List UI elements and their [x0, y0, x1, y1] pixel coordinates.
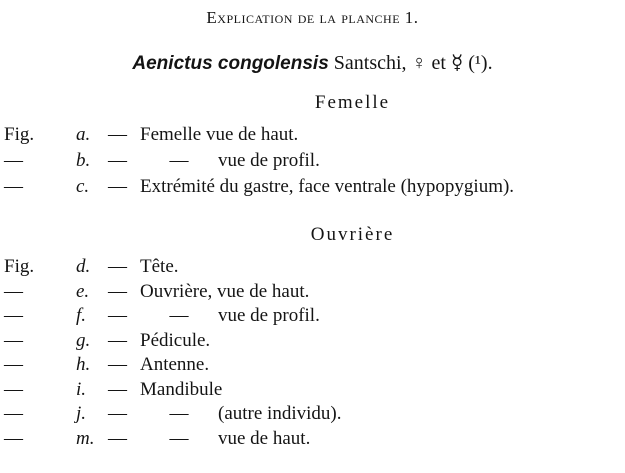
figure-dash: — — [108, 403, 127, 424]
figure-description: Mandibule — [140, 378, 223, 400]
figure-letter: h. — [76, 354, 91, 375]
figure-prefix: — — [4, 176, 23, 197]
figure-entry — [0, 124, 625, 150]
figure-prefix: — — [4, 378, 23, 400]
worker-symbol: ☿ — [450, 52, 464, 74]
figure-letter: a. — [76, 124, 91, 145]
figure-description-line — [140, 403, 341, 425]
species-line — [0, 50, 625, 75]
figure-letter: f. — [76, 305, 87, 326]
ditto-mark: — — [169, 403, 189, 424]
section-heading-femelle: Femelle — [314, 92, 391, 113]
figure-letter: b. — [76, 150, 91, 171]
figure-letter: m. — [76, 427, 95, 449]
figure-description-line — [140, 330, 210, 352]
figure-dash: — — [108, 280, 127, 302]
figure-description: Ouvrière, vue de haut. — [140, 280, 310, 302]
figure-entry — [0, 354, 625, 379]
figure-entry — [0, 428, 625, 453]
section-heading-ouvriere: Ouvrière — [310, 224, 395, 245]
figure-prefix: — — [4, 280, 23, 302]
figure-entry — [0, 150, 625, 176]
figure-dash: — — [108, 124, 127, 145]
figure-prefix: — — [4, 403, 23, 424]
species-conjunction: et — [431, 52, 446, 74]
figure-description: Femelle vue de haut. — [140, 124, 299, 145]
female-symbol: ♀ — [411, 52, 427, 74]
figure-prefix: Fig. — [4, 124, 35, 145]
figure-description-line — [140, 379, 222, 401]
ditto-mark: — — [169, 427, 189, 449]
plate-title: Explication de la planche 1. — [206, 8, 419, 27]
figure-prefix: — — [4, 150, 23, 171]
figure-dash: — — [108, 305, 127, 326]
figure-description: Tête. — [140, 256, 179, 277]
figure-dash: — — [108, 150, 127, 171]
figure-prefix: — — [4, 427, 23, 449]
figure-entry — [0, 403, 625, 428]
figure-dash: — — [108, 176, 127, 197]
figure-description: vue de profil. — [218, 305, 320, 326]
figure-description-line — [140, 354, 209, 376]
figure-dash: — — [108, 427, 127, 449]
figure-description-line — [140, 428, 310, 450]
figure-dash: — — [108, 256, 127, 277]
figure-letter: j. — [76, 403, 87, 424]
figure-letter: d. — [76, 256, 91, 277]
figure-dash: — — [108, 378, 127, 400]
figure-dash: — — [108, 329, 127, 351]
figure-dash: — — [108, 354, 127, 375]
figure-description: (autre individu). — [218, 403, 342, 424]
figure-prefix: — — [4, 354, 23, 375]
figure-description-line — [140, 281, 309, 303]
figure-description-line — [140, 256, 179, 278]
figure-prefix: — — [4, 305, 23, 326]
footnote-ref: (¹). — [468, 52, 493, 74]
species-name: Aenictus congolensis — [132, 53, 329, 74]
figure-entry — [0, 330, 625, 355]
figure-description: vue de profil. — [218, 150, 320, 171]
figure-list-femelle — [0, 124, 625, 202]
figure-entry — [0, 379, 625, 404]
figure-entry — [0, 281, 625, 306]
figure-letter: e. — [76, 280, 90, 302]
figure-entry — [0, 176, 625, 202]
ditto-mark: — — [169, 305, 189, 326]
figure-description-line — [140, 176, 514, 198]
figure-prefix: Fig. — [4, 256, 35, 277]
species-author: Santschi, — [333, 52, 407, 74]
figure-entry — [0, 256, 625, 281]
figure-letter: i. — [76, 378, 87, 400]
figure-description-line — [140, 150, 320, 172]
ditto-mark: — — [169, 150, 189, 171]
figure-description: vue de haut. — [218, 427, 311, 449]
figure-description: Extrémité du gastre, face ventrale (hypopygium). — [140, 176, 515, 197]
figure-list-ouvriere — [0, 256, 625, 452]
figure-description-line — [140, 305, 320, 327]
figure-description: Pédicule. — [140, 329, 211, 351]
figure-prefix: — — [4, 329, 23, 351]
figure-description: Antenne. — [140, 354, 210, 375]
figure-letter: g. — [76, 329, 91, 351]
figure-letter: c. — [76, 176, 90, 197]
figure-description-line — [140, 124, 298, 146]
figure-entry — [0, 305, 625, 330]
